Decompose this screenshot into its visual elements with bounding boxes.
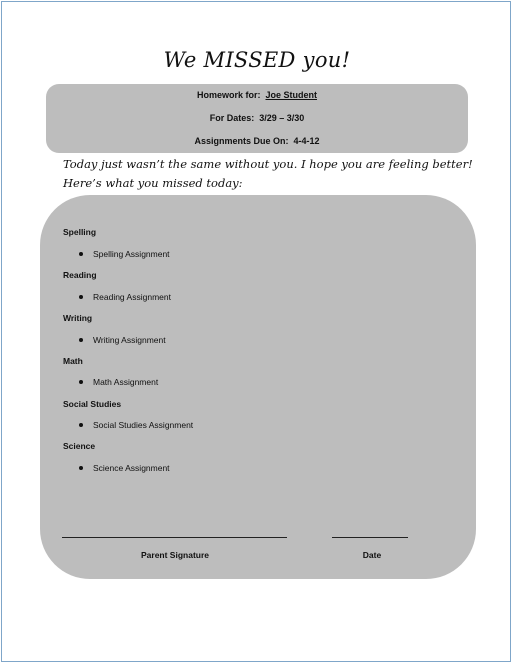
- bullet-icon: [79, 423, 83, 427]
- subject-heading: Social Studies: [63, 399, 122, 409]
- page-title: We MISSED you!: [163, 48, 351, 72]
- parent-signature-line: [62, 537, 287, 538]
- document-page: [1, 1, 511, 662]
- date-label: Date: [362, 550, 382, 560]
- assignment-item: Reading Assignment: [93, 292, 171, 302]
- bullet-icon: [79, 252, 83, 256]
- for-dates-label: For Dates:: [209, 113, 255, 123]
- homework-for-line: [46, 90, 468, 100]
- subject-heading: Math: [63, 356, 83, 366]
- for-dates-line: [46, 113, 468, 123]
- parent-signature-label: Parent Signature: [140, 550, 210, 560]
- intro-message: Today just wasn’t the same without you. I hope you are feeling better!: [63, 157, 473, 171]
- bullet-icon: [79, 380, 83, 384]
- due-date-line: [46, 136, 468, 146]
- due-date-value: 4-4-12: [293, 136, 320, 146]
- assignment-item: Social Studies Assignment: [93, 420, 194, 430]
- assignment-item: Math Assignment: [93, 377, 159, 387]
- due-date-label: Assignments Due On:: [194, 136, 289, 146]
- subject-heading: Writing: [63, 313, 93, 323]
- assignments-box: [40, 195, 476, 579]
- subject-heading: Science: [63, 441, 96, 451]
- date-line: [332, 537, 408, 538]
- bullet-icon: [79, 466, 83, 470]
- subject-heading: Reading: [63, 270, 97, 280]
- assignment-item: Science Assignment: [93, 463, 170, 473]
- bullet-icon: [79, 338, 83, 342]
- assignment-item: Writing Assignment: [93, 335, 166, 345]
- for-dates-value: 3/29 – 3/30: [259, 113, 305, 123]
- subject-heading: Spelling: [63, 227, 97, 237]
- homework-header-box: [46, 84, 468, 153]
- student-name: Joe Student: [265, 90, 318, 100]
- homework-for-label: Homework for:: [196, 90, 261, 100]
- bullet-icon: [79, 295, 83, 299]
- intro-subheading: Here’s what you missed today:: [63, 176, 243, 190]
- assignment-item: Spelling Assignment: [93, 249, 170, 259]
